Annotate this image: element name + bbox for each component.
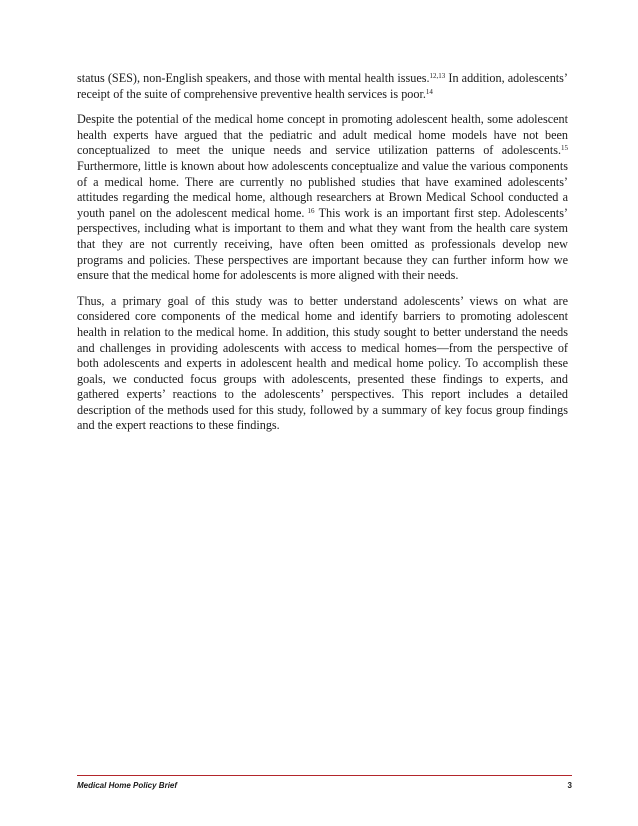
citation-superscript: 16 — [304, 206, 315, 215]
citation-superscript: 14 — [425, 87, 433, 96]
footer-title: Medical Home Policy Brief — [77, 781, 178, 790]
paragraph-text: Despite the potential of the medical home concept in promoting adolescent health, some adolescent health experts have argued that the pediatric and adult medical home models have not been conceptualized to meet the unique needs and service utilization patterns of adolescents. — [77, 112, 568, 158]
paragraph-text: Furthermore, little is known about how adolescents conceptualize and value the various components of a medical home. There are currently no published studies that have examined adolescents’ attitudes regarding the medical home, although researchers at Brown Medical School conducted a youth panel on the adolescent medical home. — [77, 158, 568, 220]
page-number: 3 — [567, 781, 572, 790]
paragraph-3 — [77, 294, 568, 434]
paragraph-text: status (SES), non-English speakers, and those with mental health issues. — [77, 71, 430, 85]
paragraph-text: Thus, a primary goal of this study was to better understand adolescents’ views on what are considered core components of the medical home and identify barriers to promoting adolescent health in relation to the medical home. In addition, this study sought to better understand the needs and challenges in providing adolescents with access to medical homes—from the perspective of both adolescents and experts in adolescent health and medical home policy. To accomplish these goals, we conducted focus groups with adolescents, presented these findings to experts, and gathered experts’ reactions to the adolescents’ perspectives. This report includes a detailed description of the methods used for this study, followed by a summary of key focus group findings and the expert reactions to these findings. — [77, 293, 568, 433]
citation-superscript: 15 — [561, 144, 568, 153]
page-body — [77, 71, 568, 444]
citation-superscript: 12,13 — [429, 72, 446, 80]
paragraph-1 — [77, 71, 568, 102]
paragraph-2 — [77, 112, 568, 284]
page-footer — [77, 775, 572, 790]
paragraph-text: In addition, adolescents’ receipt of the suite of comprehensive preventive health services is poor. — [77, 71, 568, 101]
paragraph-text: This work is an important first step. Adolescents’ perspectives, including what is important to them and what they want from the health care system that they are not currently receiving, have often been omitted as professionals develop new programs and policies. These perspectives are important because they can further inform how we ensure that the medical home for adolescents is more aligned with their needs. — [77, 205, 568, 283]
